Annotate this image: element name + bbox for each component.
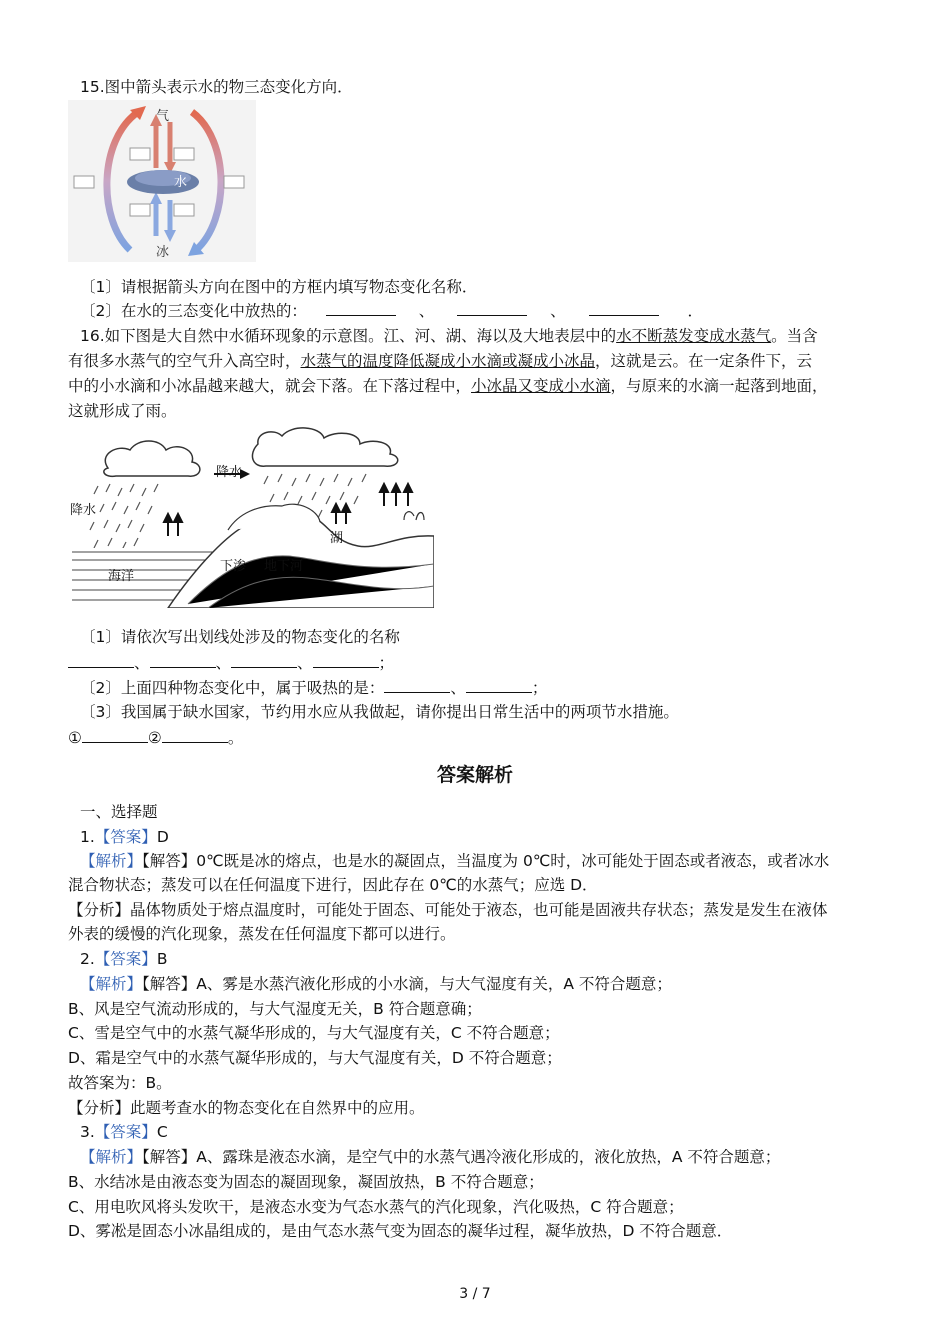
answer-blank[interactable] xyxy=(150,653,216,668)
answer-2-conclusion: 故答案为：B。 xyxy=(68,1074,172,1092)
label-ocean: 海洋 xyxy=(108,569,135,584)
label-seep: 下渗 xyxy=(220,559,247,574)
label-lake: 湖 xyxy=(330,531,344,546)
answer-blank[interactable] xyxy=(162,728,228,743)
section-heading: 一、选择题 xyxy=(80,803,158,821)
answer-blank[interactable] xyxy=(466,678,532,693)
q15-sub1: 〔1〕请根据箭头方向在图中的方框内填写物态变化名称． xyxy=(80,278,478,296)
answer-blank[interactable] xyxy=(589,301,659,316)
label-water: 水 xyxy=(174,175,188,190)
q15-sub2-prefix: 〔2〕在水的三态变化中放热的： xyxy=(80,302,307,320)
answer-2-line-c: C、雪是空气中的水蒸气凝华形成的，与大气湿度有关，C 不符合题意； xyxy=(68,1024,560,1042)
answer-blank[interactable] xyxy=(231,653,297,668)
underline-3: 小冰晶又变成小水滴 xyxy=(471,377,611,395)
q16-line3: 中的小水滴和小冰晶越来越大，就会下落。在下落过程中，小冰晶又变成小水滴，与原来的水滴一起落到地面， xyxy=(68,377,828,395)
label-gas: 气 xyxy=(156,109,170,124)
underline-2: 水蒸气的温度降低凝成小水滴或凝成小冰晶 xyxy=(300,352,596,370)
q16-sub1-blanks: 、 、 、 ； xyxy=(68,652,888,674)
label-rain-top: 降水 xyxy=(216,465,243,480)
answer-1: 1.【答案】D xyxy=(80,828,169,846)
q16-line4: 这就形成了雨。 xyxy=(68,402,177,420)
three-state-figure xyxy=(68,100,256,262)
q16-sub3: 〔3〕我国属于缺水国家，节约用水应从我做起，请你提出日常生活中的两项节水措施。 xyxy=(80,703,679,721)
answer-3: 3.【答案】C xyxy=(80,1123,168,1141)
answer-2: 2.【答案】B xyxy=(80,950,168,968)
answer-2-analysis: 【分析】此题考查水的物态变化在自然界中的应用。 xyxy=(68,1099,425,1117)
label-ice: 冰 xyxy=(156,245,170,260)
page-number: 3 / 7 xyxy=(459,1286,491,1302)
q16-line2: 有很多水蒸气的空气升入高空时，水蒸气的温度降低凝成小水滴或凝成小冰晶，这就是云。在一定条件下，云 xyxy=(68,352,813,370)
underline-1: 水不断蒸发变成水蒸气 xyxy=(616,327,772,345)
label-rain-left: 降水 xyxy=(70,503,97,518)
q15-sub2: 〔2〕在水的三态变化中放热的： 、 、 ． xyxy=(80,302,704,320)
water-cycle-figure xyxy=(68,424,434,608)
answer-1-explain: 【解析】【解答】0℃既是冰的熔点，也是水的凝固点，当温度为 0℃时，冰可能处于固态或者液态，或者冰水 xyxy=(80,852,830,870)
answer-3-line-d: D、雾凇是固态小冰晶组成的，是由气态水蒸气变为固态的凝华过程，凝华放热，D 不符合题意． xyxy=(68,1222,733,1240)
answer-blank[interactable] xyxy=(457,301,527,316)
answer-3-line-c: C、用电吹风将头发吹干，是液态水变为气态水蒸气的汽化现象，汽化吸热，C 符合题意； xyxy=(68,1198,684,1216)
label-underground-river: 地下河 xyxy=(264,559,304,574)
q16-line1: 16.如下图是大自然中水循环现象的示意图。江、河、湖、海以及大地表层中的水不断蒸发变成水蒸气。当含 xyxy=(80,327,818,345)
answer-1-explain-2: 混合物状态；蒸发可以在任何温度下进行，因此存在 0℃的水蒸气；应选 D． xyxy=(68,876,598,894)
answer-1-analysis-2: 外表的缓慢的汽化现象，蒸发在任何温度下都可以进行。 xyxy=(68,925,456,943)
q16-sub3-blanks: ① ② 。 xyxy=(68,729,244,747)
q16-sub2: 〔2〕上面四种物态变化中，属于吸热的是： 、 ； xyxy=(80,679,548,697)
answer-blank[interactable] xyxy=(82,728,148,743)
answer-3-line-b: B、水结冰是由液态变为固态的凝固现象，凝固放热，B 不符合题意； xyxy=(68,1173,544,1191)
answer-2-line-b: B、风是空气流动形成的，与大气湿度无关，B 符合题意确； xyxy=(68,1000,482,1018)
q16-sub1: 〔1〕请依次写出划线处涉及的物态变化的名称 xyxy=(80,628,400,646)
answer-blank[interactable] xyxy=(384,678,450,693)
answer-2-explain: 【解析】【解答】A、雾是水蒸汽液化形成的小水滴，与大气湿度有关，A 不符合题意； xyxy=(80,975,672,993)
answers-title: 答案解析 xyxy=(436,764,513,786)
answer-blank[interactable] xyxy=(313,653,379,668)
answer-1-analysis: 【分析】晶体物质处于熔点温度时，可能处于固态、可能处于液态，也可能是固液共存状态；蒸发是发生在液体 xyxy=(68,901,828,919)
q15-stem: 15.图中箭头表示水的物三态变化方向． xyxy=(80,78,353,96)
answer-2-line-d: D、霜是空气中的水蒸气凝华形成的，与大气湿度有关，D 不符合题意； xyxy=(68,1049,562,1067)
answer-blank[interactable] xyxy=(68,653,134,668)
answer-3-explain: 【解析】【解答】A、露珠是液态水滴，是空气中的水蒸气遇冷液化形成的，液化放热，A 不符合题意； xyxy=(80,1148,781,1166)
answer-blank[interactable] xyxy=(326,301,396,316)
